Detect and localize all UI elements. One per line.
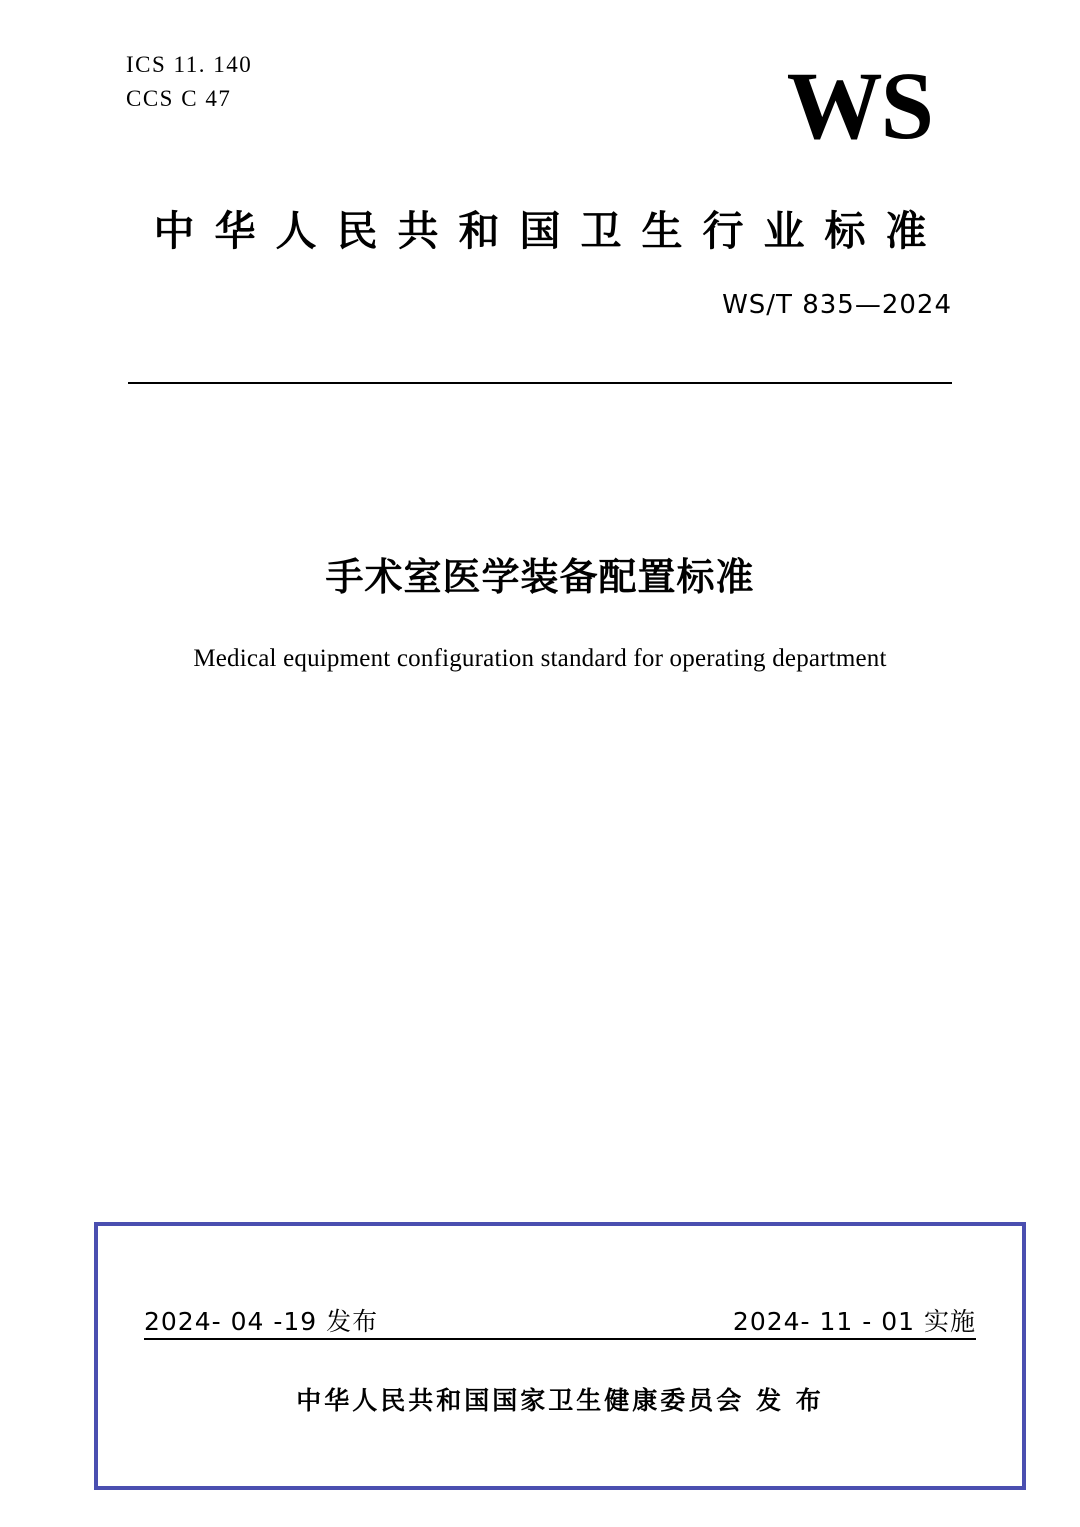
- classification-codes: [126, 48, 252, 116]
- page-title: 手术室医学装备配置标准: [325, 555, 755, 599]
- effective-date: 2024- 11 - 01 实施: [732, 1307, 976, 1336]
- issuing-authority: 中华人民共和国国家卫生健康委员会 发 布: [296, 1386, 824, 1415]
- publication-dates: [144, 1294, 976, 1340]
- ics-code: ICS 11. 140: [126, 52, 253, 77]
- organization-title: 中华人民共和国卫生行业标准: [153, 207, 947, 255]
- header-divider: [128, 382, 952, 384]
- issue-date: 2024- 04 -19 发布: [144, 1307, 379, 1336]
- publication-box: [94, 1222, 1026, 1490]
- ccs-code: CCS C 47: [126, 86, 232, 111]
- standard-number: WS/T 835—2024: [722, 290, 952, 320]
- page-subtitle-english: Medical equipment configuration standard for operating department: [193, 645, 887, 672]
- ws-logo: WS: [786, 52, 932, 159]
